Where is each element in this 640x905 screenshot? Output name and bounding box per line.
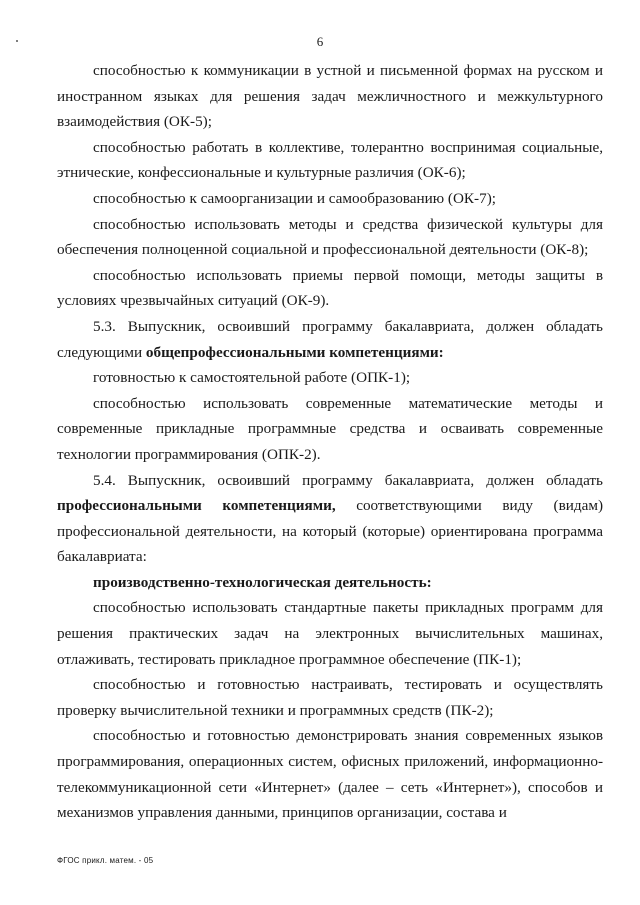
text-run: способностью использовать приемы первой помощи, методы защиты в условиях чрезвычайных ситуаций (ОК-9). — [57, 266, 603, 310]
text-run: готовностью к самостоятельной работе (ОПК-1); — [93, 369, 411, 387]
paragraph — [57, 391, 603, 468]
paragraph — [57, 135, 603, 186]
text-run: способностью и готовностью демонстрировать знания современных языков программирования, операционных систем, офисных приложений, информационно-телекоммуникационной сети «Интернет» (далее – сеть «Интернет»), способов и механизмов управления данными, принципов организации, состава и — [57, 727, 603, 822]
paragraph — [57, 595, 603, 672]
text-run: способностью использовать стандартные пакеты прикладных программ для решения практических задач на электронных вычислительных машинах, отлаживать, тестировать прикладное программное обеспечение (ПК-1); — [57, 599, 603, 668]
text-run: способностью и готовностью настраивать, тестировать и осуществлять проверку вычислительной техники и программных средств (ПК-2); — [57, 676, 603, 719]
bold-text: профессиональными компетенциями, — [57, 497, 336, 515]
paragraph — [57, 468, 603, 570]
bold-text: общепрофессиональными компетенциями: — [145, 343, 444, 361]
paragraph — [57, 672, 603, 723]
text-run: способностью к коммуникации в устной и письменной формах на русском и иностранном языках для решения задач межличностного и межкультурного взаимодействия (ОК-5); — [57, 62, 603, 131]
text-run: способностью использовать современные математические методы и современные прикладные программные средства и осваивать современные технологии программирования (ОПК-2). — [57, 394, 603, 463]
paragraph — [57, 212, 603, 263]
page-number: 6 — [316, 34, 324, 49]
paragraph — [57, 314, 603, 365]
paragraph — [57, 570, 603, 596]
paragraph — [57, 263, 603, 314]
bold-text: производственно-технологическая деятельность: — [93, 573, 432, 591]
paragraph — [57, 723, 603, 825]
document-footer: ФГОС прикл. матем. - 05 — [57, 856, 154, 865]
text-run: 5.3. Выпускник, освоивший программу бакалавриата, должен обладать следующими — [57, 317, 603, 361]
text-run: способностью использовать методы и средства физической культуры для обеспечения полноценной социальной и профессиональной деятельности (ОК-8); — [57, 215, 603, 259]
document-body — [57, 58, 603, 826]
paragraph — [57, 186, 603, 212]
text-run: способностью к самоорганизации и самообразованию (ОК-7); — [93, 189, 496, 207]
text-run: 5.4. Выпускник, освоивший программу бакалавриата, должен обладать — [93, 471, 603, 489]
text-run: способностью работать в коллективе, толерантно воспринимая социальные, этнические, конфессиональные и культурные различия (ОК-6); — [57, 138, 603, 182]
paragraph — [57, 58, 603, 135]
paragraph — [57, 365, 603, 391]
text-run: соответствующими виду (видам) профессиональной деятельности, на который (которые) ориентирована программа бакалавриата: — [57, 497, 604, 566]
